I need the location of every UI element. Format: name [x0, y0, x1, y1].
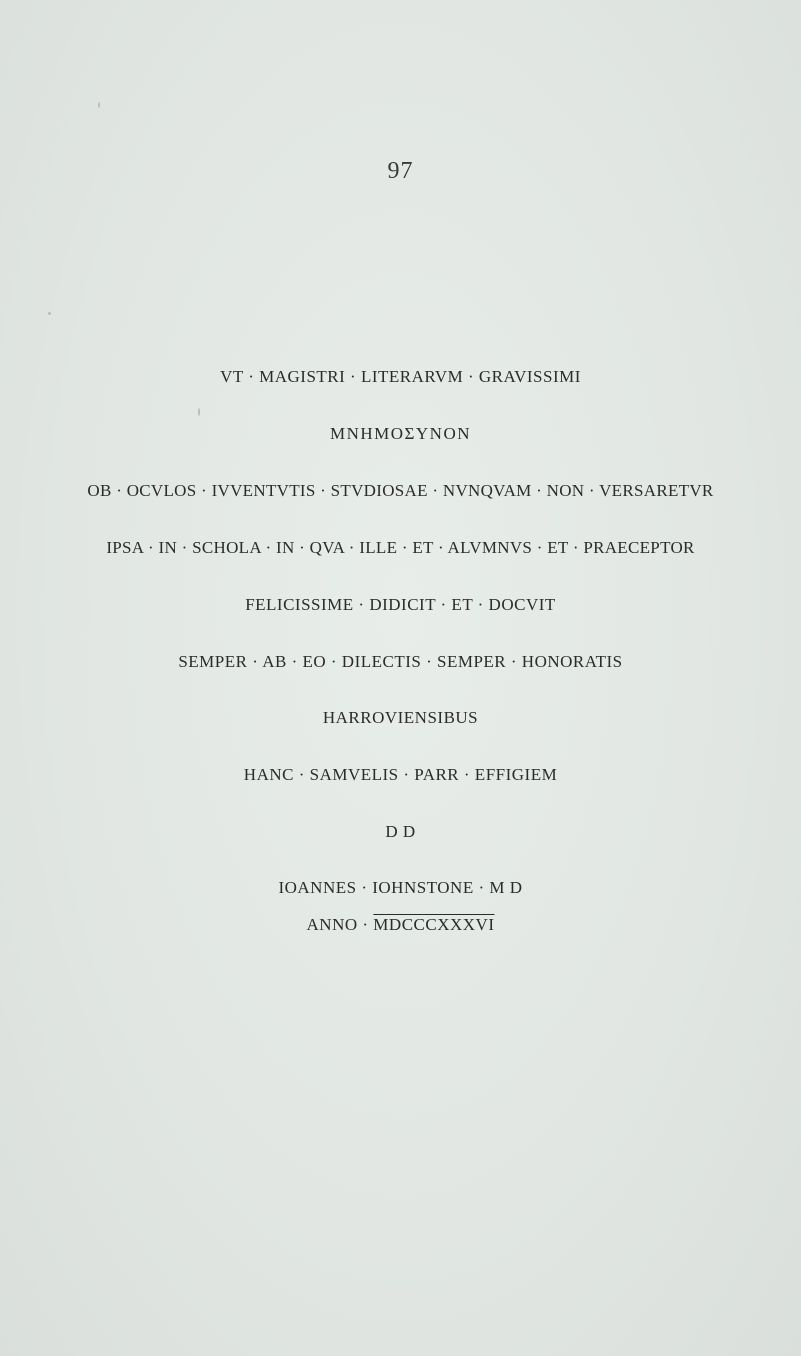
inscription-line-1: VT · MAGISTRI · LITERARVM · GRAVISSIMI	[220, 367, 581, 386]
paper-speck	[48, 312, 51, 315]
inscription-line-2: MNHMOΣYNON	[329, 424, 472, 443]
paper-speck	[198, 408, 200, 416]
inscription-line-7: HARROVIENSIBUS	[322, 708, 479, 727]
inscription-line-6: SEMPER · AB · EO · DILECTIS · SEMPER · HONORATIS	[178, 652, 623, 671]
inscription-line-3: OB · OCVLOS · IVVENTVTIS · STVDIOSAE · NVNQVAM · NON · VERSARETVR	[87, 481, 714, 500]
page-number: 97	[387, 158, 414, 184]
paper-speck	[98, 102, 100, 108]
inscription-line-5: FELICISSIME · DIDICIT · ET · DOCVIT	[245, 595, 556, 614]
inscription-line-9: D D	[385, 822, 416, 841]
inscription-line-8: HANC · SAMVELIS · PARR · EFFIGIEM	[243, 765, 558, 784]
year-prefix: ANNO ·	[306, 915, 374, 934]
inscription-line-4: IPSA · IN · SCHOLA · IN · QVA · ILLE · ET · ALVMNVS · ET · PRAECEPTOR	[106, 538, 695, 557]
inscription-line-10: IOANNES · IOHNSTONE · M D	[278, 878, 523, 897]
year-numeral: MDCCCXXXVI	[373, 915, 495, 934]
inscription-year-line	[0, 915, 801, 935]
